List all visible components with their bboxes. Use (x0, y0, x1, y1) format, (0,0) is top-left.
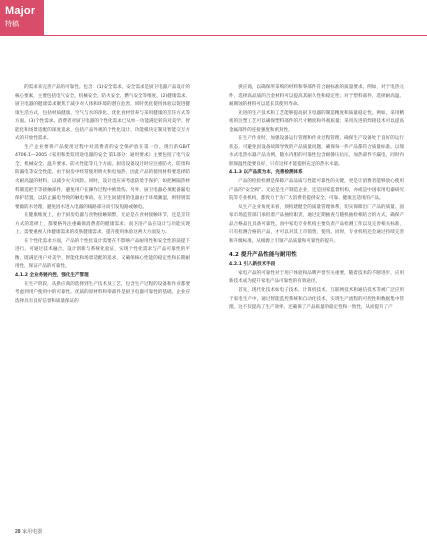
paragraph: 先进的生产技术和工艺能够提高厨卫电器的制造精度和质量稳定性。例如，采用精密的注塑工艺可以确保塑料部件的尺寸精度和外观质量；采用先进的焊接技术可以提高金属部件的连接强度和密封性。 (229, 110, 404, 133)
paragraph: 在健康维度上，由于厨房电器与食物接触频繁，无论是在食材接触环节，还是烹饪方式的选择上，都要格外注重确保消费者的健康需求；而卫浴产品在设计与功能实现上，需要重视人体健康需求的皮肤健康需求，提升使用体验这两大方面发力。 (15, 213, 190, 236)
left-column (15, 84, 190, 306)
journal-name: 家用电器 (22, 529, 43, 535)
paragraph: 生产企业要将产品使用过程中对消费者的安全保护放在第一位。现行的GB/T 4706.1—2005《家用和类似用途电器的安全 第1部分：通用要求》主要包括了电气安全、机械安全、温升要求、防火性能等几个方面。厨房设备设计时应注重防火、防烫和防漏电等安全性能。由于厨房中经常使用明火和电加热，因此产品的使用材料要选择防火耐高温的材料，以减少火灾风险。同时，设计也应该考虑防烫手保护，如把闸隔热材料制造把手等接触部件，避免用户在操作过程中被烫伤。另外，厨卫电器必须配备漏电保护装置，以防止漏电导致的触电事故。在卫生间使用的电器由于环境潮湿，则特别需要做防水处理，避免因水进入电器的线路部分而引发短路或触电。 (15, 144, 190, 210)
paragraph: 在生产作业时，加强设备运行管理和作业过程管理，确保生产设备处于良好的运行状态，可避免因设备故障导致的产品质量问题，确保每一件产品都符合质量标准。以瑞水式电热水器产品为例，随水内胆的可靠性包含耐静压抗压，加热部件不漏电，同时内胆保温性能要良好，只有这样才能提供充足的热水水量。 (229, 136, 404, 167)
section-tag-zh: 特稿 (5, 20, 19, 28)
paragraph: 在个性化需求方面，产品的个性化设计需要在不影响产品耐用性和安全性的前提下进行，可通过技术融合、设计创新与系统化验证，实现个性化需求与产品可靠性的平衡，既满足用户对美学、智能化和场景适配的追求，又确保核心性能的稳定性和长期耐用性，保证产品的可靠性。 (15, 238, 190, 270)
paragraph: 在生产阶段，从供应商的选择到生产技术及工艺，包含生产过程的设备和作业都要考虑到用户使用中的可靠性。优质的原材料和零部件是厨卫电器可靠性的基础，企业应选择具有良好信誉和质量保证的 (15, 281, 190, 304)
paragraph: 从生产企业角度来看，须构建健全的质量管理体系，切实保障出厂产品的质量。国家市场监管部门承担着产品抽检职责，通过定期抽查与随机抽检相结合的方式，确保产品合格品且具备可靠性。而中家电专业机构主要负责产品检测工作以及完善相关标准，只有检测合格的产品，才可以对其上市销售，使用。同时，专业机构还会通过持续完善和升级标准，从根源上引领产品质量和可靠性的提升。 (229, 204, 404, 244)
paragraph: 的需求来完善产品的可靠性。包含：(1)安全需求。安全需求是厨卫电器产品设计的核心要素，主要包括电气安全、机械安全、防火安全、燃气安全等维度。(2)健康需求。厨卫电器的健康需求聚焦于减少对人体和环境的潜在危害，同时优化使用体验以促进健康生活方式，包括材质健康、空气与水的净化、优化食材营养与采用健康的烹饪方式等方面。(3)个性需求。消费者对厨卫电器的个性化需求已从单一功能满足转向对美学、智能化和场景适配的深度追求，包括产品外观的个性化设计、功能模块定制及智能交互方式的开放性需求。 (15, 85, 190, 142)
paragraph: 供应商，以确保所采购的材料和零部件符合耐标准的质量要求。例如，对于电热元件，选择高品质的合金材料可以提高其耐久性和稳定性；对于塑料部件，选择耐高温、耐腐蚀的材料可以延长其使用寿命。 (229, 85, 404, 108)
paragraph: 产品的检验检测是保障产品品质与性能可靠性的关键，更是让消费者能够放心使用产品的“安全阀”。无论是生产制造企业，还是国家监督机构，亦或是中国家用电器研究院等专业机构，都致力于为广大消费者提供安全、可靠、健康且适用的产品。 (229, 179, 404, 202)
header-rule (44, 35, 427, 36)
paragraph: 家电产品的可靠性对于用户体验和品牌声誉至关重要，随着技术的不断进步，应用新技术成为提升家电产品可靠性的有效途径。 (229, 270, 404, 285)
page-number: 28 (15, 529, 21, 535)
section-tag-en: Major (5, 5, 36, 17)
page-footer (15, 528, 42, 535)
paragraph: 首先，现代化技术如电子技术、计算机技术、互联网技术和通信技术等被广泛应用于家电生产中，通过智能监控系统和自动化技术，实现生产流程的可控性和数据集中管理。这不仅提高了生产效率，还确保了产品质量的稳定性和一致性，从而提升了产 (229, 288, 404, 311)
subsection-heading: 4.2.1 引入新技术手段 (229, 262, 276, 268)
subsection-heading: 4.1.3 以产品质为本，完善检测体系 (229, 170, 303, 176)
section-heading: 4.2 提升产品性能与耐用性 (229, 252, 297, 259)
section-tag (0, 0, 44, 36)
subsection-heading: 4.1.2 全业务链内控，强化生产管理 (15, 273, 89, 279)
right-column (229, 84, 404, 313)
